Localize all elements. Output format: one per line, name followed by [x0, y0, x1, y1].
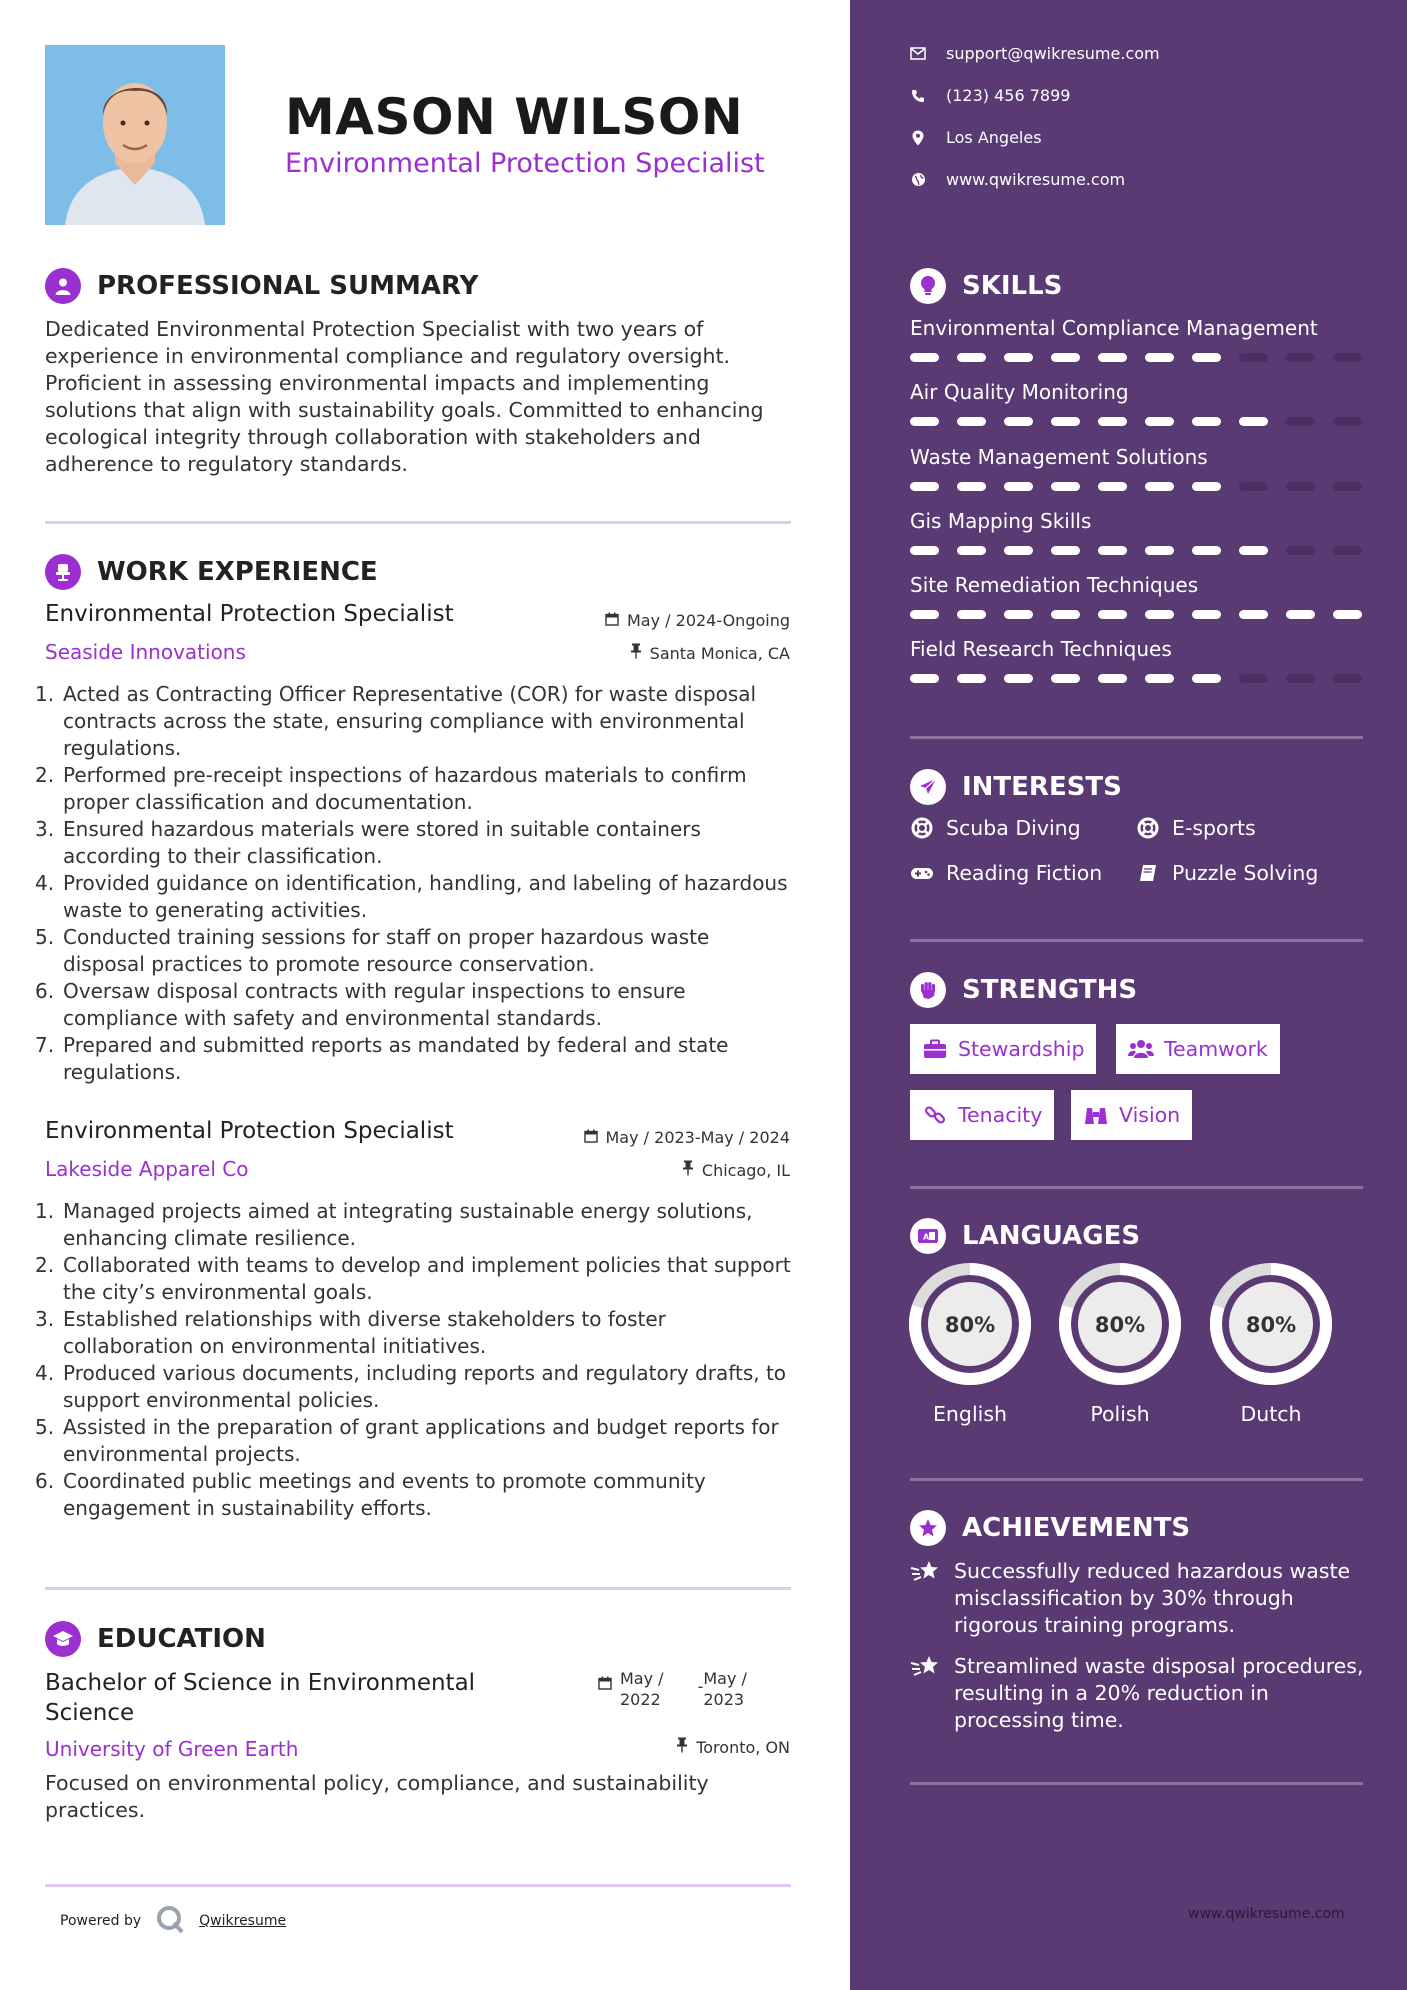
- skill-name: Waste Management Solutions: [910, 445, 1208, 469]
- link-icon: [922, 1102, 948, 1128]
- strength-chip: Tenacity: [910, 1090, 1054, 1140]
- skill-level-bar: [910, 417, 1380, 426]
- skill-dash-filled: [1098, 482, 1127, 491]
- skill-dash-empty: [1333, 482, 1362, 491]
- skill-dash-filled: [1098, 417, 1127, 426]
- users-icon: [1128, 1036, 1154, 1062]
- divider: [910, 1782, 1363, 1785]
- language-ring: [1209, 1262, 1333, 1386]
- contact-website[interactable]: [910, 170, 1125, 189]
- gamepad-icon: [910, 861, 934, 885]
- divider: [45, 521, 791, 524]
- divider: [910, 1186, 1363, 1189]
- office-chair-icon: [45, 554, 81, 590]
- skill-dash-filled: [1192, 674, 1221, 683]
- skill-level-bar: [910, 353, 1380, 362]
- job-title: Environmental Protection Specialist: [45, 1118, 454, 1144]
- skill-dash-filled: [957, 482, 986, 491]
- pin-icon: [682, 1160, 694, 1180]
- job-location: [682, 1160, 790, 1180]
- skill-dash-filled: [1098, 610, 1127, 619]
- skill-name: Gis Mapping Skills: [910, 509, 1092, 533]
- calendar-icon: [584, 1128, 598, 1147]
- fist-icon: [910, 972, 946, 1008]
- skill-dash-filled: [1192, 482, 1221, 491]
- language-item: [1058, 1262, 1182, 1426]
- skill-name: Air Quality Monitoring: [910, 380, 1129, 404]
- interests-heading: [910, 769, 1122, 805]
- life-ring-icon: [910, 816, 934, 840]
- skill-dash-filled: [1051, 417, 1080, 426]
- strength-chip: Vision: [1071, 1090, 1192, 1140]
- skill-name: Field Research Techniques: [910, 637, 1172, 661]
- skill-dash-filled: [1051, 353, 1080, 362]
- skill-dash-filled: [1051, 482, 1080, 491]
- languages-heading: [910, 1218, 1140, 1254]
- list-item: 6. Coordinated public meetings and events to promote community engagement in sustainability efforts.: [35, 1469, 706, 1520]
- interest-item: Scuba Diving: [910, 816, 1081, 840]
- svg-text:A: A: [923, 1232, 930, 1242]
- language-name: English: [932, 1402, 1008, 1426]
- job-bullets: [35, 681, 795, 1086]
- achievements-heading: [910, 1510, 1190, 1546]
- skill-level-bar: [910, 546, 1380, 555]
- list-item: 5. Assisted in the preparation of grant applications and budget reports for environmental projects.: [35, 1415, 779, 1466]
- education-location: [676, 1737, 790, 1757]
- skill-dash-filled: [1239, 610, 1268, 619]
- skill-dash-filled: [957, 610, 986, 619]
- skill-dash-filled: [1098, 674, 1127, 683]
- skill-dash-empty: [1286, 417, 1315, 426]
- skill-dash-filled: [957, 674, 986, 683]
- experience-heading: [45, 554, 378, 590]
- job-company: Lakeside Apparel Co: [45, 1157, 249, 1181]
- briefcase-icon: [922, 1036, 948, 1062]
- list-item: 2. Performed pre-receipt inspections of hazardous materials to confirm proper classification and documentation.: [35, 763, 747, 814]
- contact-email[interactable]: [910, 44, 1160, 63]
- job-date: [605, 611, 790, 630]
- skill-dash-filled: [1051, 674, 1080, 683]
- summary-heading: [45, 268, 478, 304]
- pin-icon: [676, 1737, 688, 1757]
- job-date-text: May / 2024-Ongoing: [627, 611, 790, 630]
- skill-dash-filled: [910, 546, 939, 555]
- list-item: 5. Conducted training sessions for staff on proper hazardous waste disposal practices to promote resource conservation.: [35, 925, 710, 976]
- skill-dash-filled: [957, 417, 986, 426]
- skill-name: Environmental Compliance Management: [910, 316, 1318, 340]
- summary-title: PROFESSIONAL SUMMARY: [97, 271, 479, 301]
- skill-dash-filled: [1004, 482, 1033, 491]
- divider: [45, 1587, 791, 1590]
- language-ring: [908, 1262, 1032, 1386]
- skill-dash-filled: [1239, 417, 1268, 426]
- list-item: 7. Prepared and submitted reports as mandated by federal and state regulations.: [35, 1033, 729, 1084]
- life-ring-icon: [1136, 816, 1160, 840]
- skill-name: Site Remediation Techniques: [910, 573, 1199, 597]
- list-item: 3. Established relationships with diverse stakeholders to foster collaboration on environmental initiatives.: [35, 1307, 666, 1358]
- calendar-icon: [605, 611, 619, 630]
- achievement-item: Streamlined waste disposal procedures, resulting in a 20% reduction in processing time.: [910, 1653, 1370, 1734]
- skill-dash-filled: [957, 353, 986, 362]
- skill-dash-empty: [1239, 674, 1268, 683]
- education-end: May / 2023: [703, 1669, 747, 1709]
- skill-dash-filled: [1286, 610, 1315, 619]
- skill-dash-filled: [1192, 546, 1221, 555]
- strengths-heading: [910, 972, 1137, 1008]
- list-item: 4. Provided guidance on identification, handling, and labeling of hazardous waste to generating activities.: [35, 871, 788, 922]
- phone-icon: [910, 88, 926, 104]
- divider: [910, 939, 1363, 942]
- skills-heading: [910, 268, 1062, 304]
- language-item: [908, 1262, 1032, 1426]
- education-location-text: Toronto, ON: [696, 1737, 790, 1757]
- envelope-icon: [910, 46, 926, 62]
- skill-dash-filled: [1004, 610, 1033, 619]
- skill-dash-empty: [1286, 482, 1315, 491]
- skill-dash-filled: [1145, 417, 1174, 426]
- strength-chip: Teamwork: [1116, 1024, 1280, 1074]
- strength-chip: Stewardship: [910, 1024, 1096, 1074]
- graduation-cap-icon: [45, 1621, 81, 1657]
- skill-dash-filled: [1098, 546, 1127, 555]
- globe-icon: [910, 172, 926, 188]
- degree-title: Bachelor of Science in Environmental Science: [45, 1670, 476, 1726]
- languages-title: LANGUAGES: [962, 1221, 1141, 1251]
- language-percent: 80%: [1094, 1313, 1146, 1337]
- book-icon: [1136, 861, 1160, 885]
- education-description: Focused on environmental policy, compliance, and sustainability practices.: [45, 1771, 709, 1822]
- job-location: [630, 643, 790, 663]
- calendar-icon: [598, 1674, 612, 1710]
- phone-text: (123) 456 7899: [946, 86, 1071, 105]
- skill-dash-filled: [1004, 417, 1033, 426]
- skill-dash-filled: [1333, 610, 1362, 619]
- education-dates: [598, 1668, 787, 1710]
- star-badge-icon: [910, 1510, 946, 1546]
- skill-dash-filled: [1192, 610, 1221, 619]
- job-company: Seaside Innovations: [45, 640, 246, 664]
- location-text: Los Angeles: [946, 128, 1042, 147]
- powered-by: [60, 1904, 286, 1938]
- divider: [45, 1884, 791, 1887]
- divider: [910, 1478, 1363, 1481]
- shooting-star-icon: [910, 1558, 944, 1639]
- lightbulb-icon: [910, 268, 946, 304]
- skill-dash-filled: [1051, 610, 1080, 619]
- skills-title: SKILLS: [962, 271, 1063, 301]
- skill-dash-filled: [1145, 546, 1174, 555]
- skill-dash-filled: [1145, 610, 1174, 619]
- paper-plane-icon: [910, 769, 946, 805]
- list-item: 2. Collaborated with teams to develop and implement policies that support the city’s environmental goals.: [35, 1253, 791, 1304]
- date-separator: -: [697, 1677, 704, 1696]
- skill-dash-empty: [1333, 674, 1362, 683]
- skill-level-bar: [910, 674, 1380, 683]
- skill-dash-filled: [1145, 353, 1174, 362]
- language-name: Dutch: [1240, 1402, 1302, 1426]
- skill-dash-filled: [910, 353, 939, 362]
- list-item: 4. Produced various documents, including reports and regulatory drafts, to support environmental policies.: [35, 1361, 787, 1412]
- user-icon: [45, 268, 81, 304]
- candidate-name: MASON WILSON: [285, 88, 744, 146]
- achievement-item: Successfully reduced hazardous waste misclassification by 30% through rigorous training programs.: [910, 1558, 1370, 1639]
- language-ring: [1058, 1262, 1182, 1386]
- language-name: Polish: [1090, 1402, 1150, 1426]
- language-percent: 80%: [1245, 1313, 1297, 1337]
- achievements-title: ACHIEVEMENTS: [962, 1513, 1191, 1543]
- skill-dash-empty: [1333, 417, 1362, 426]
- skill-dash-filled: [1004, 353, 1033, 362]
- powered-by-label: Powered by: [60, 1913, 142, 1929]
- interest-item: Reading Fiction: [910, 861, 1102, 885]
- education-heading: [45, 1621, 266, 1657]
- skill-level-bar: [910, 482, 1380, 491]
- map-marker-icon: [910, 130, 926, 146]
- website-text: www.qwikresume.com: [946, 170, 1126, 189]
- job-bullets: [35, 1198, 795, 1522]
- experience-title: WORK EXPERIENCE: [97, 557, 378, 587]
- skill-dash-filled: [910, 482, 939, 491]
- skill-dash-empty: [1239, 482, 1268, 491]
- skill-dash-filled: [910, 417, 939, 426]
- skill-dash-empty: [1333, 546, 1362, 555]
- skill-dash-filled: [1098, 353, 1127, 362]
- job-location-text: Santa Monica, CA: [649, 643, 790, 663]
- strengths-title: STRENGTHS: [962, 975, 1138, 1005]
- skill-dash-empty: [1286, 546, 1315, 555]
- job-date: [584, 1128, 791, 1147]
- skill-dash-filled: [910, 610, 939, 619]
- skill-dash-empty: [1286, 353, 1315, 362]
- skill-dash-filled: [957, 546, 986, 555]
- skill-dash-empty: [1239, 353, 1268, 362]
- skill-dash-filled: [1192, 353, 1221, 362]
- contact-phone[interactable]: [910, 86, 1070, 105]
- job-date-text: May / 2023-May / 2024: [605, 1128, 790, 1147]
- list-item: 3. Ensured hazardous materials were stored in suitable containers according to their classification.: [35, 817, 701, 868]
- footer-url[interactable]: www.qwikresume.com: [1188, 1906, 1345, 1922]
- skill-dash-filled: [1145, 674, 1174, 683]
- shooting-star-icon: [910, 1653, 944, 1734]
- qwikresume-link[interactable]: Qwikresume: [199, 1913, 287, 1929]
- candidate-role: Environmental Protection Specialist: [285, 148, 765, 179]
- skill-dash-filled: [1004, 546, 1033, 555]
- school-name: University of Green Earth: [45, 1737, 299, 1761]
- skill-dash-filled: [1192, 417, 1221, 426]
- binoculars-icon: [1083, 1102, 1109, 1128]
- skill-dash-filled: [1239, 546, 1268, 555]
- language-percent: 80%: [944, 1313, 996, 1337]
- email-text: support@qwikresume.com: [946, 44, 1160, 63]
- job-location-text: Chicago, IL: [701, 1160, 790, 1180]
- list-item: 1. Acted as Contracting Officer Representative (COR) for waste disposal contracts across the state, ensuring compliance with environmental regulations.: [35, 682, 757, 760]
- list-item: 1. Managed projects aimed at integrating sustainable energy solutions, enhancing climate resilience.: [35, 1199, 753, 1250]
- interests-title: INTERESTS: [962, 772, 1122, 802]
- job-title: Environmental Protection Specialist: [45, 601, 454, 627]
- translate-icon: [910, 1218, 946, 1254]
- interest-item: E-sports: [1136, 816, 1256, 840]
- language-item: [1209, 1262, 1333, 1426]
- divider: [910, 736, 1363, 739]
- pin-icon: [630, 643, 642, 663]
- skill-dash-filled: [1004, 674, 1033, 683]
- contact-location: [910, 128, 1042, 147]
- skill-level-bar: [910, 610, 1380, 619]
- interest-item: Puzzle Solving: [1136, 861, 1318, 885]
- education-start: May / 2022: [620, 1669, 664, 1709]
- skill-dash-empty: [1286, 674, 1315, 683]
- skill-dash-empty: [1333, 353, 1362, 362]
- education-title: EDUCATION: [97, 1624, 266, 1654]
- qwikresume-logo-icon: [155, 1904, 185, 1938]
- skill-dash-filled: [1145, 482, 1174, 491]
- skill-dash-filled: [1051, 546, 1080, 555]
- summary-text: Dedicated Environmental Protection Specialist with two years of experience in environmental compliance and regulatory oversight. Proficient in assessing environmental impacts and implementing solutions that align with sustainability goals. Committed to enhancing ecological integrity through collaboration with stakeholders and adherence to regulatory standards.: [45, 317, 764, 476]
- list-item: 6. Oversaw disposal contracts with regular inspections to ensure compliance with safety and environmental standards.: [35, 979, 686, 1030]
- skill-dash-filled: [910, 674, 939, 683]
- profile-photo: [45, 45, 225, 225]
